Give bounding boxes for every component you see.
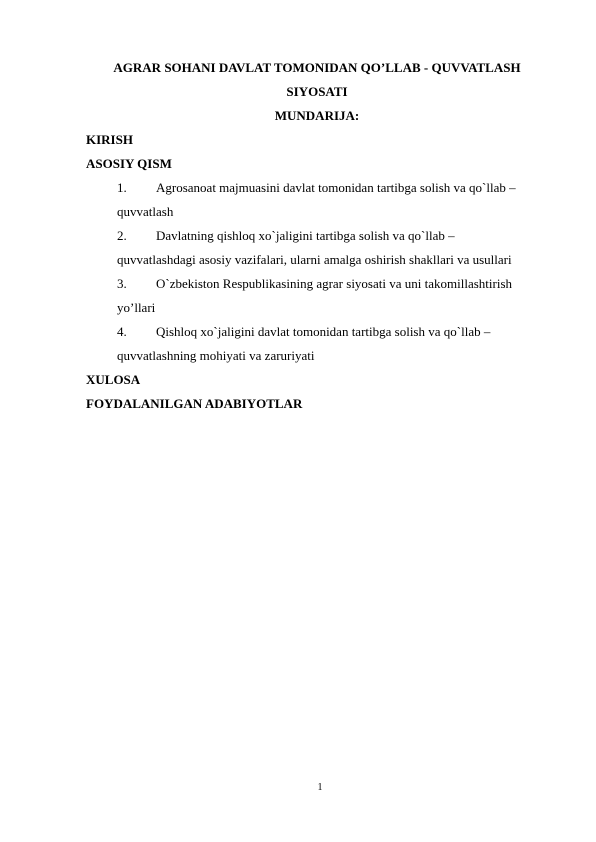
toc-entry-references: FOYDALANILGAN ADABIYOTLAR bbox=[86, 396, 303, 411]
toc-heading: MUNDARIJA: bbox=[274, 108, 360, 123]
toc-item-text-line1: O`zbekiston Respublikasining agrar siyosati va uni takomillashtirish bbox=[156, 276, 513, 291]
toc-item-text-line1: Agrosanoat majmuasini davlat tomonidan tartibga solish va qo`llab – bbox=[156, 180, 516, 195]
page-number: 1 bbox=[317, 782, 323, 793]
toc-item-text-line2: quvvatlashdagi asosiy vazifalari, ularni amalga oshirish shakllari va usullari bbox=[117, 252, 512, 267]
toc-item-text-line1: Qishloq xo`jaligini davlat tomonidan tartibga solish va qo`llab – bbox=[156, 324, 491, 339]
toc-item-text-line2: quvvatlash bbox=[117, 204, 174, 219]
toc-item-number: 3. bbox=[117, 276, 127, 291]
document-title-line1: AGRAR SOHANI DAVLAT TOMONIDAN QO’LLAB - QUVVATLASH bbox=[113, 60, 521, 75]
document-title-line2: SIYOSATI bbox=[286, 84, 348, 99]
toc-item-text-line2: yo’llari bbox=[117, 300, 156, 315]
toc-item-text-line1: Davlatning qishloq xo`jaligini tartibga solish va qo`llab – bbox=[156, 228, 455, 243]
toc-item-text-line2: quvvatlashning mohiyati va zaruriyati bbox=[117, 348, 315, 363]
toc-entry-intro: KIRISH bbox=[86, 132, 133, 147]
toc-item-number: 4. bbox=[117, 324, 127, 339]
toc-entry-conclusion: XULOSA bbox=[86, 372, 141, 387]
toc-item-number: 2. bbox=[117, 228, 127, 243]
toc-item-number: 1. bbox=[117, 180, 127, 195]
toc-entry-main-part: ASOSIY QISM bbox=[86, 156, 172, 171]
